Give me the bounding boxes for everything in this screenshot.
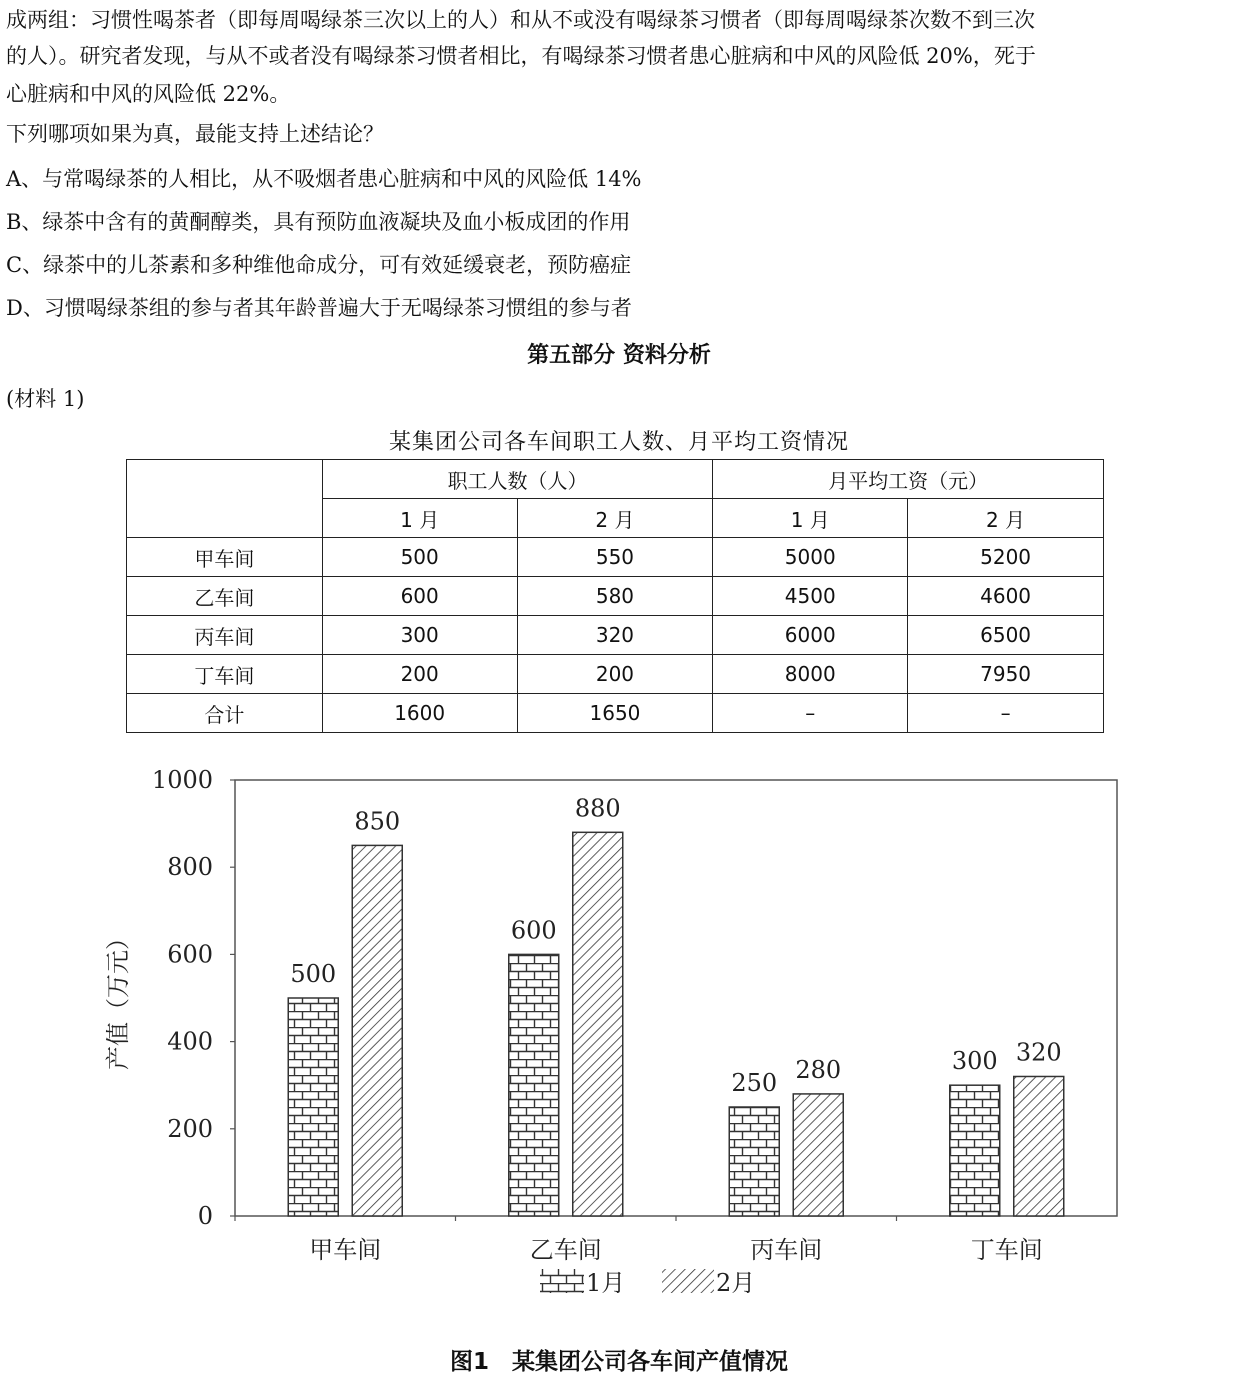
- subheader-cell: 1 月: [322, 499, 517, 538]
- subheader-cell: 2 月: [908, 499, 1104, 538]
- row-label: 丁车间: [127, 655, 323, 694]
- table-cell: 5000: [713, 538, 908, 577]
- header-headcount: 职工人数（人）: [322, 460, 713, 499]
- bar-value-label: 880: [574, 794, 621, 823]
- passage-line-3: 心脏病和中风的风险低 22%。: [6, 82, 291, 106]
- header-avg-wage: 月平均工资（元）: [713, 460, 1104, 499]
- bar-value-label: 250: [731, 1069, 778, 1097]
- table-cell: 500: [322, 538, 517, 577]
- table-cell: 550: [517, 538, 713, 577]
- x-tick-label: 丁车间: [970, 1236, 1043, 1264]
- x-tick-label: 甲车间: [309, 1236, 382, 1264]
- row-label: 乙车间: [127, 577, 323, 616]
- legend-swatch-feb: [662, 1269, 714, 1293]
- table-cell: –: [713, 694, 908, 733]
- table-cell: 1600: [322, 694, 517, 733]
- chart-title: 图1 某集团公司各车间产值情况: [449, 1349, 788, 1375]
- bar-feb: [352, 845, 402, 1216]
- row-label: 合计: [127, 694, 323, 733]
- table-header-row: [127, 460, 1104, 499]
- bar-jan: [729, 1107, 779, 1216]
- subheader-cell: 1 月: [713, 499, 908, 538]
- table-cell: 320: [517, 616, 713, 655]
- table-title: 某集团公司各车间职工人数、月平均工资情况: [388, 430, 849, 455]
- bar-value-label: 500: [290, 960, 337, 988]
- y-axis-label: 产值（万元）: [104, 926, 132, 1070]
- table-cell: 4500: [713, 577, 908, 616]
- bar-value-label: 600: [510, 916, 557, 945]
- legend-label-feb: 2月: [716, 1269, 756, 1297]
- y-tick-label: 200: [167, 1114, 213, 1143]
- table-corner-cell: [127, 460, 323, 538]
- bar-jan: [950, 1085, 1000, 1216]
- y-tick-label: 0: [197, 1202, 213, 1230]
- row-label: 甲车间: [127, 538, 323, 577]
- table-total-row: [127, 694, 1104, 733]
- bar-feb: [1014, 1076, 1064, 1216]
- table-row: [127, 655, 1104, 694]
- table-cell: 4600: [908, 577, 1104, 616]
- subheader-cell: 2 月: [517, 499, 713, 538]
- x-tick-label: 乙车间: [529, 1236, 602, 1264]
- bar-value-label: 280: [795, 1055, 842, 1084]
- bar-value-label: 320: [1015, 1038, 1062, 1067]
- bar-value-label: 300: [951, 1047, 998, 1076]
- table-row: [127, 616, 1104, 655]
- table-cell: 580: [517, 577, 713, 616]
- y-tick-label: 1000: [151, 766, 213, 794]
- table-cell: –: [908, 694, 1104, 733]
- table-cell: 5200: [908, 538, 1104, 577]
- row-label: 丙车间: [127, 616, 323, 655]
- x-tick-label: 丙车间: [750, 1236, 823, 1264]
- bar-value-label: 850: [354, 807, 401, 836]
- y-tick-label: 800: [167, 853, 213, 882]
- bar-jan: [509, 954, 559, 1216]
- material-label: (材料 1): [6, 387, 85, 411]
- bar-feb: [573, 832, 623, 1216]
- table-cell: 200: [322, 655, 517, 694]
- table-cell: 8000: [713, 655, 908, 694]
- option-c[interactable]: C、绿茶中的儿茶素和多种维他命成分，可有效延缓衰老，预防癌症: [6, 253, 632, 277]
- workshop-table: [126, 459, 1104, 733]
- y-tick-label: 600: [167, 940, 213, 969]
- option-d[interactable]: D、习惯喝绿茶组的参与者其年龄普遍大于无喝绿茶习惯组的参与者: [6, 296, 632, 320]
- y-tick-label: 400: [167, 1027, 213, 1056]
- section-title: 第五部分 资料分析: [527, 343, 711, 368]
- question-text: 下列哪项如果为真，最能支持上述结论？: [6, 122, 384, 146]
- table-cell: 200: [517, 655, 713, 694]
- table-cell: 6000: [713, 616, 908, 655]
- table-cell: 6500: [908, 616, 1104, 655]
- table-cell: 300: [322, 616, 517, 655]
- bar-feb: [793, 1094, 843, 1216]
- passage-line-1: 成两组：习惯性喝茶者（即每周喝绿茶三次以上的人）和从不或没有喝绿茶习惯者（即每周喝绿茶次数不到三次: [6, 8, 1035, 32]
- legend-label-jan: 1月: [586, 1269, 626, 1297]
- option-a[interactable]: A、与常喝绿茶的人相比，从不吸烟者患心脏病和中风的风险低 14%: [6, 167, 642, 191]
- table-row: [127, 538, 1104, 577]
- table-cell: 1650: [517, 694, 713, 733]
- table-row: [127, 577, 1104, 616]
- passage-line-2: 的人）。研究者发现，与从不或者没有喝绿茶习惯者相比，有喝绿茶习惯者患心脏病和中风的风险低 20%，死于: [6, 44, 1036, 68]
- output-bar-chart: [90, 755, 1140, 1335]
- table-cell: 7950: [908, 655, 1104, 694]
- option-b[interactable]: B、绿茶中含有的黄酮醇类，具有预防血液凝块及血小板成团的作用: [6, 210, 631, 234]
- bar-jan: [288, 998, 338, 1216]
- table-cell: 600: [322, 577, 517, 616]
- legend-swatch-jan: [540, 1269, 584, 1293]
